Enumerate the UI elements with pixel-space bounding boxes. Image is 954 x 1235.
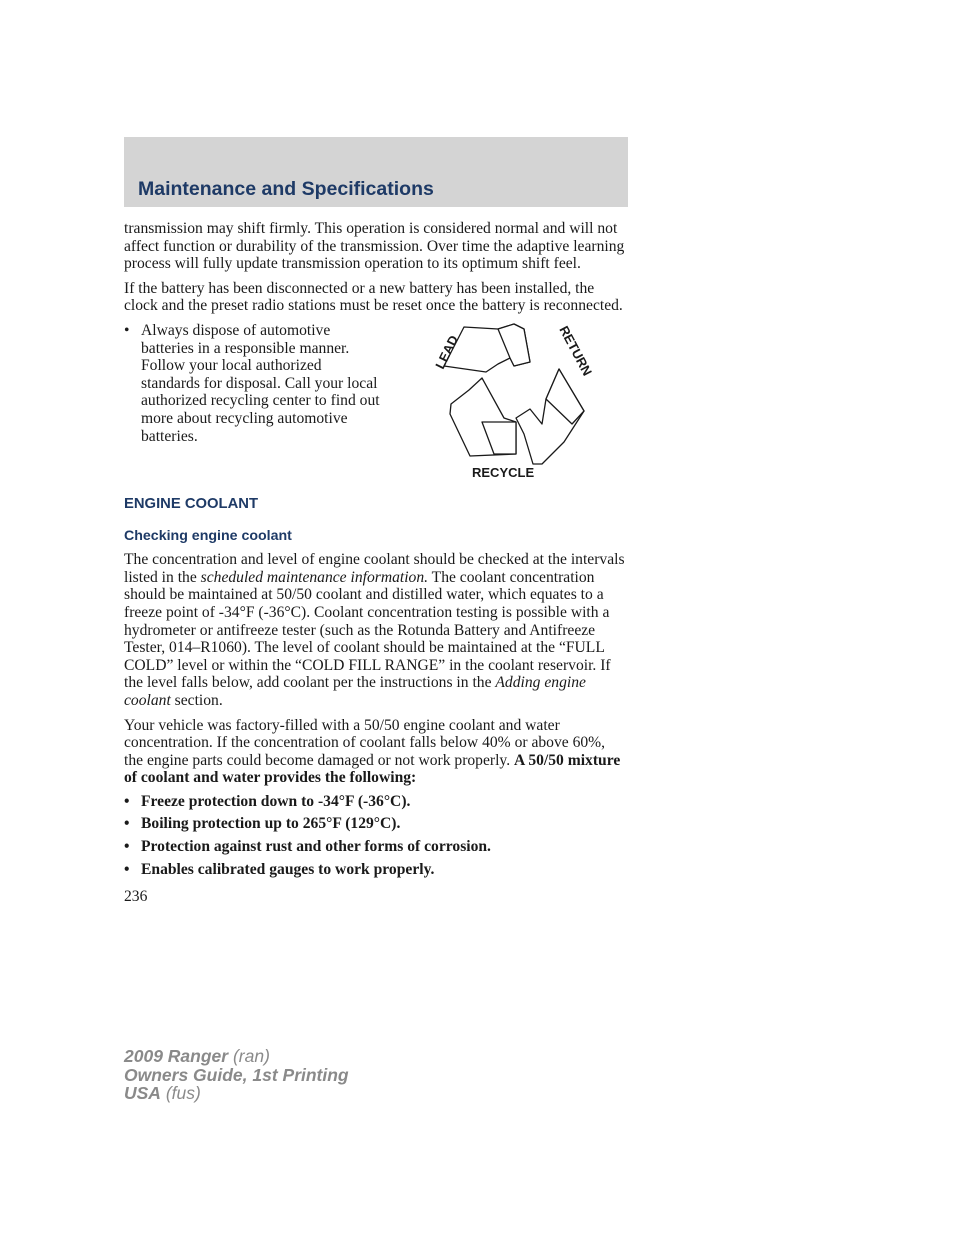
emphasis-text: A 50/50 mixture of coolant and water provides the following: <box>124 751 621 787</box>
page-title: Maintenance and Specifications <box>138 178 434 200</box>
bullet-dot: • <box>124 815 130 833</box>
recycle-label: RECYCLE <box>472 464 535 480</box>
paragraph: transmission may shift firmly. This operation is considered normal and will not affect function or durability of the transmission. Over time the adaptive learning process will fully update transmission operation to its optimum shift feel. <box>124 220 625 273</box>
paragraph: The concentration and level of engine coolant should be checked at the intervals listed in the scheduled maintenance information. The coolant concentration should be maintained at 50/50 coolant and distilled water, which equates to a freeze point of -34°F (-36°C). Coolant concentration testing is possible with a hydrometer or antifreeze tester (such as the Rotunda Battery and Antifreeze Tester, 014–R1060). The level of coolant should be maintained at the “FULL COLD” level or within the “COLD FILL RANGE” in the coolant reservoir. If the level falls below, add coolant per the instructions in the Adding engine coolant section. <box>124 551 625 709</box>
section-header-band <box>124 137 628 207</box>
battery-disposal-block <box>124 322 628 492</box>
coolant-benefits-list <box>124 793 628 878</box>
section-heading: ENGINE COOLANT <box>124 495 258 512</box>
sub-heading: Checking engine coolant <box>124 527 292 544</box>
footer-print-info <box>124 1047 349 1103</box>
return-label: RETURN <box>556 323 596 379</box>
paragraph: Your vehicle was factory-filled with a 50/50 engine coolant and water concentration. If the concentration of coolant falls below 40% or above 60%, the engine parts could become damaged or not work properly. A 50/50 mixture of coolant and water provides the following: <box>124 716 621 787</box>
lead-label: LEAD <box>432 332 462 372</box>
footer-line-market: USA (fus) <box>124 1083 201 1103</box>
list-item: • Enables calibrated gauges to work properly. <box>124 860 435 878</box>
list-item: • Protection against rust and other forms of corrosion. <box>124 838 491 856</box>
list-item <box>124 322 384 445</box>
footer-line-guide: Owners Guide, 1st Printing <box>124 1064 349 1085</box>
page-number: 236 <box>124 888 148 906</box>
paragraph: If the battery has been disconnected or a new battery has been installed, the clock and the preset radio stations must be reset once the battery is reconnected. <box>124 279 623 315</box>
recycle-lead-return-icon <box>414 314 604 482</box>
bullet-dot: • <box>124 838 130 856</box>
list-item: • Freeze protection down to -34°F (-36°C). <box>124 792 411 810</box>
bullet-dot: • <box>124 792 130 810</box>
cross-reference: Adding engine coolant <box>124 674 586 709</box>
bullet-dot: • <box>124 860 130 878</box>
bullet-dot: • <box>124 321 130 339</box>
page-content <box>124 220 628 906</box>
battery-disposal-text: Always dispose of automotive batteries in a responsible manner. Follow your local authorized standards for disposal. Call your local authorized recycling center to find out more about recycling automotive batteries. <box>141 321 380 445</box>
cross-reference: scheduled maintenance information. <box>200 568 429 586</box>
footer-line-model: 2009 Ranger (ran) <box>124 1046 270 1066</box>
list-item: • Boiling protection up to 265°F (129°C). <box>124 815 401 833</box>
